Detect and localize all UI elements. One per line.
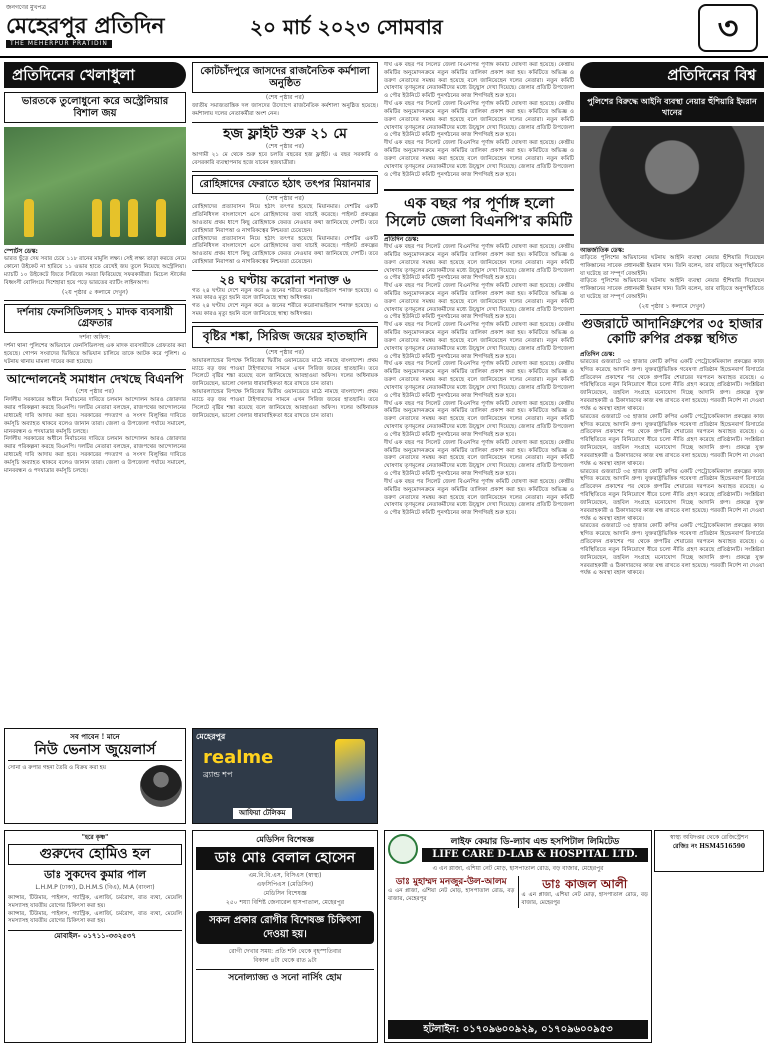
player-figure <box>92 199 102 237</box>
story-body: নির্দলীয় সরকারের অধীনে নির্বাচনের দাবিতে চলমান আন্দোলন আরও জোরদার করার পরিকল্পনা করছে বিএনপি। দলটির নেতারা বলছেন, রাজপথের আন্দোলনের মাধ্যমেই দাবি আদায় করা হবে। সরকারের পদত্যাগ ও সংসদ বিলুপ্তির দাবিতে কর্মসূচি অব্যাহত থাকবে বলেও জানান তারা। জেলা ও উপজেলা পর্যায়ে সমাবেশ, মানববন্ধন ও পদযাত্রার কর্মসূচি চলছে। <box>4 397 186 435</box>
ad-medicine-footer: সনোল্যাজ্য ও সনো নার্সিং হোম <box>196 969 374 984</box>
story-body: দীর্ঘ এক বছর পর সিলেট জেলা বিএনপির পূর্ণাঙ্গ কমিটি ঘোষণা করা হয়েছে। কেন্দ্রীয় কমিটির অনুমোদনক্রমে নতুন কমিটির তালিকা প্রকাশ করা হয়। কমিটিতে অভিজ্ঞ ও তরুণ নেতাদের সমন্বয় করা হয়েছে বলে জানিয়েছেন দলের নেতারা। নতুন কমিটি ঘোষণায় তৃণমূলের নেতাকর্মীদের মধ্যে উচ্ছ্বাস দেখা দিয়েছে। জেলার প্রতিটি উপজেলা ও পৌর ইউনিটে কমিটি পুনর্গঠনের কাজ শিগগিরই শুরু হবে। <box>384 140 574 178</box>
ad-homeo-degree: L.H.M.P (ঢাকা), D.H.M.S (বিএ), M.A (বাংলা) <box>35 883 155 891</box>
ad-homeo-body: ক্যান্সার, টিউমার, পাইলস, গ্যাস্ট্রিক, এলার্জি, চর্মরোগ, বাত ব্যথা, মেয়েলি সমস্যাসহ যাবতীয় রোগের চিকিৎসা করা হয়। <box>8 910 182 925</box>
story-byline: (শেষ পৃষ্ঠার পর) <box>265 348 305 356</box>
ad-jewellers-name: নিউ ভেনাস জুয়েলার্স <box>8 741 182 761</box>
story-byline: (শেষ পৃষ্ঠার পর) <box>265 94 305 101</box>
ad-lifecare-en: LIFE CARE D-LAB & HOSPITAL LTD. <box>422 848 648 862</box>
lifecare-logo-icon <box>388 834 418 864</box>
world-body: বাড়িতে পুলিশের অভিযানের ঘটনায় আইনি ব্যবস্থা নেয়ার হুঁশিয়ারি দিয়েছেন পাকিস্তানের সাবেক প্রধানমন্ত্রী ইমরান খান। তিনি বলেন, তার বাড়িতে অনুপস্থিতিতে যা ঘটেছে তা সম্পূর্ণ বেআইনি। <box>580 278 764 301</box>
ad-lifecare-body: এ এন প্লাজা, এশিয়া নেট মোড়, হাসপাতাল রোড, বড় বাজার, মেহেরপুর <box>521 892 648 907</box>
story-body: রোহিঙ্গাদের প্রত্যাবাসন নিয়ে হঠাৎ তৎপর হয়েছে মিয়ানমার। দেশটির একটি প্রতিনিধিদল বাংলাদেশে এসে রোহিঙ্গাদের তথ্য যাচাই করেছে। পাইলট প্রকল্পের আওতায় প্রথম ধাপে কিছু রোহিঙ্গাকে ফেরত নেওয়ার কথা জানিয়েছে দেশটি। তবে রোহিঙ্গারা নিরাপত্তা ও নাগরিকত্বের নিশ্চয়তা চেয়েছেন। <box>192 235 378 265</box>
ad-realme-sub: ব্র্যান্ড শপ <box>203 770 233 780</box>
world-section-head: প্রতিদিনের বিশ্ব <box>580 62 764 88</box>
ad-realme-brand: realme <box>203 746 274 768</box>
story-body: দীর্ঘ এক বছর পর সিলেট জেলা বিএনপির পূর্ণাঙ্গ কমিটি ঘোষণা করা হয়েছে। কেন্দ্রীয় কমিটির অনুমোদনক্রমে নতুন কমিটির তালিকা প্রকাশ করা হয়। কমিটিতে অভিজ্ঞ ও তরুণ নেতাদের সমন্বয় করা হয়েছে বলে জানিয়েছেন দলের নেতারা। নতুন কমিটি ঘোষণায় তৃণমূলের নেতাকর্মীদের মধ্যে উচ্ছ্বাস দেখা দিয়েছে। জেলার প্রতিটি উপজেলা ও পৌর ইউনিটে কমিটি পুনর্গঠনের কাজ শিগগিরই শুরু হবে। <box>384 439 574 478</box>
story-headline: কোটচাঁদপুরে জাসদের রাজনৈতিক কর্মশালা অনুষ্ঠিত <box>192 62 378 93</box>
story-body: ভারতের গুজরাটে ৩৫ হাজার কোটি রুপির একটি পেট্রোকেমিক্যাল প্রকল্পের কাজ স্থগিত করেছে আদানি গ্রুপ। যুক্তরাষ্ট্রভিত্তিক গবেষণা প্রতিষ্ঠান হিন্ডেনবার্গ রিসার্চের প্রতিবেদন প্রকাশের পর থেকে গ্রুপটির শেয়ারের দরপতন অব্যাহত রয়েছে। এ পরিস্থিতিতে নতুন বিনিয়োগে ধীরে চলো নীতি গ্রহণ করেছে প্রতিষ্ঠানটি। সংশ্লিষ্টরা জানিয়েছেন, তহবিল সংগ্রহে মনোযোগ দিচ্ছে আদানি গ্রুপ। প্রকল্পে যুক্ত সরবরাহকারী ও ঠিকাদারদের কাজ বন্ধ রাখতে বলা হয়েছে। পরবর্তী নির্দেশ না দেওয়া পর্যন্ত এ অবস্থা বহাল থাকবে। <box>580 358 764 412</box>
story-body: রোহিঙ্গাদের প্রত্যাবাসন নিয়ে হঠাৎ তৎপর হয়েছে মিয়ানমার। দেশটির একটি প্রতিনিধিদল বাংলাদেশে এসে রোহিঙ্গাদের তথ্য যাচাই করেছে। পাইলট প্রকল্পের আওতায় প্রথম ধাপে কিছু রোহিঙ্গাকে ফেরত নেওয়ার কথা জানিয়েছে দেশটি। তবে রোহিঙ্গারা নিরাপত্তা ও নাগরিকত্বের নিশ্চয়তা চেয়েছেন। <box>192 204 378 234</box>
ad-homeo-body: ক্যান্সার, টিউমার, পাইলস, গ্যাস্ট্রিক, এলার্জি, চর্মরোগ, বাত ব্যথা, মেয়েলি সমস্যাসহ যাবতীয় রোগের চিকিৎসা করা হয়। <box>8 894 182 909</box>
ad-homeo <box>4 830 186 1043</box>
player-figure <box>110 199 120 237</box>
ad-jewellers-top: সব পাবেন ! মানে <box>70 732 120 741</box>
ad-lifecare-body: এ এন প্লাজা, এশিয়া নেট মোড়, হাসপাতাল রোড, বড় বাজার, মেহেরপুর <box>388 888 515 903</box>
ad-homeo-quote: "হরে কৃষ্ণ" <box>81 834 109 841</box>
ad-jewellers-line: সোনা ও রুপার গহনা তৈরি ও বিক্রয় করা হয় <box>8 765 107 772</box>
world-continued: (২য় পৃষ্ঠার ১ কলামে দেখুন) <box>639 302 705 310</box>
sports-continued: (২য় পৃষ্ঠার ৫ কলামে দেখুন) <box>62 288 128 296</box>
sports-byline: স্পোর্টস ডেস্ক: <box>4 248 38 256</box>
ad-medicine-hospital: ২৫০ শয্যা বিশিষ্ট জেনারেল হাসপাতাল, মেহেরপুর <box>225 898 345 906</box>
left-column <box>4 62 186 622</box>
story-headline: রোহিঙ্গাদের ফেরাতে হঠাৎ তৎপর মিয়ানমার <box>192 175 378 195</box>
ad-medicine-spec: মেডিসিন বিশেষজ্ঞ <box>263 889 307 897</box>
player-figure <box>128 199 138 237</box>
story-body: গত ২৪ ঘণ্টায় দেশে নতুন করে ৬ জনের শরীরে করোনাভাইরাস শনাক্ত হয়েছে। এ সময় কারও মৃত্যু হয়নি বলে জানিয়েছে স্বাস্থ্য অধিদপ্তর। <box>192 303 378 318</box>
ad-license <box>654 830 764 872</box>
story-body: জাতীয় সমাজতান্ত্রিক দল জাসদের উদ্যোগে রাজনৈতিক কর্মশালা অনুষ্ঠিত হয়েছে। কর্মশালায় দলের নেতাকর্মীরা অংশ নেন। <box>192 103 378 117</box>
story-body: নির্দলীয় সরকারের অধীনে নির্বাচনের দাবিতে চলমান আন্দোলন আরও জোরদার করার পরিকল্পনা করছে বিএনপি। দলটির নেতারা বলছেন, রাজপথের আন্দোলনের মাধ্যমেই দাবি আদায় করা হবে। সরকারের পদত্যাগ ও সংসদ বিলুপ্তির দাবিতে কর্মসূচি অব্যাহত থাকবে বলেও জানান তারা। জেলা ও উপজেলা পর্যায়ে সমাবেশ, মানববন্ধন ও পদযাত্রার কর্মসূচি চলছে। <box>4 436 186 474</box>
story-byline: (শেষ পৃষ্ঠার পর) <box>75 388 115 396</box>
ad-lifecare-address: এ এন প্লাজা, এশিয়া নেট মোড়, হাসপাতাল রোড, বড় বাজার, মেহেরপুর <box>432 865 604 872</box>
ad-jewellers-photo <box>140 765 182 807</box>
ad-medicine-top: মেডিসিন বিশেষজ্ঞ <box>256 834 314 844</box>
story-byline: প্রতিদিন ডেস্ক: <box>384 235 419 243</box>
story-body: ভারতের গুজরাটে ৩৫ হাজার কোটি রুপির একটি পেট্রোকেমিক্যাল প্রকল্পের কাজ স্থগিত করেছে আদানি গ্রুপ। যুক্তরাষ্ট্রভিত্তিক গবেষণা প্রতিষ্ঠান হিন্ডেনবার্গ রিসার্চের প্রতিবেদন প্রকাশের পর থেকে গ্রুপটির শেয়ারের দরপতন অব্যাহত রয়েছে। এ পরিস্থিতিতে নতুন বিনিয়োগে ধীরে চলো নীতি গ্রহণ করেছে প্রতিষ্ঠানটি। সংশ্লিষ্টরা জানিয়েছেন, তহবিল সংগ্রহে মনোযোগ দিচ্ছে আদানি গ্রুপ। প্রকল্পে যুক্ত সরবরাহকারী ও ঠিকাদারদের কাজ বন্ধ রাখতে বলা হয়েছে। পরবর্তী নির্দেশ না দেওয়া পর্যন্ত এ অবস্থা বহাল থাকবে। <box>580 413 764 467</box>
masthead-english: THE MEHERPUR PRATIDIN <box>6 40 112 48</box>
story-headline: এক বছর পর পূর্ণাঙ্গ হলো সিলেট জেলা বিএনপি'র কমিটি <box>384 189 574 236</box>
issue-date: ২০ মার্চ ২০২৩ সোমবার <box>250 15 443 39</box>
masthead-tagline: জনগণের মুখপত্র <box>6 4 46 11</box>
ad-medicine-degree: এম.বি.বি.এস, বিসিএস (স্বাস্থ্য) <box>248 871 322 879</box>
page-number: ৩ <box>698 4 758 52</box>
imran-khan-photo <box>580 126 764 244</box>
ad-license-text: স্বাস্থ্য অধিদপ্তর থেকে রেজিস্ট্রেশন <box>669 834 749 841</box>
ad-realme <box>192 728 378 824</box>
story-byline: (শেষ পৃষ্ঠার পর) <box>265 142 305 150</box>
world-byline: আন্তর্জাতিক ডেস্ক: <box>580 246 625 254</box>
story-headline: দর্শনায় ফেনসিডিলসহ ১ মাদক ব্যবসায়ী গ্রেফতার <box>4 304 186 333</box>
ad-lifecare <box>384 830 652 1043</box>
story-headline: গুজরাটে আদানিগ্রুপের ৩৫ হাজার কোটি রুপির প্রকল্প স্থগিত <box>581 317 763 347</box>
sports-section-head: প্রতিদিনের খেলাধুলা <box>4 62 186 88</box>
ad-lifecare-hotline: হটলাইন: ০১৭০৯৬০০৯২৯, ০১৭০৯৬০০৯৫৩ <box>388 1020 648 1040</box>
ad-medicine-banner: সকল প্রকার রোগীর বিশেষজ্ঞ চিকিৎসা দেওয়া হয়। <box>196 911 374 944</box>
ad-medicine-time: রোগী দেখার সময়: প্রতি শনি থেকে বৃহস্পতিবার <box>228 948 342 956</box>
cricket-photo <box>4 127 186 245</box>
mid-column <box>384 62 574 822</box>
story-headline: ২৪ ঘণ্টায় করোনা শনাক্ত ৬ <box>219 272 351 287</box>
story-headline: আন্দোলনেই সমাধান দেখছে বিএনপি <box>6 372 184 387</box>
story-byline: প্রতিদিন ডেস্ক: <box>580 350 615 358</box>
story-body: আগামী ২১ মে থেকে শুরু হবে চলতি বছরের হজ ফ্লাইট। এ বছর সরকারি ও বেসরকারি ব্যবস্থাপনায় হজে যাবেন হজযাত্রীরা। <box>192 151 378 166</box>
story-body: আয়ারল্যান্ডের বিপক্ষে সিরিজের দ্বিতীয় ওয়ানডেতে মাঠে নামছে বাংলাদেশ। প্রথম ম্যাচে বড় জয় পাওয়া টাইগারদের সামনে এখন সিরিজ জয়ের হাতছানি। তবে সিলেটে বৃষ্টির শঙ্কা রয়েছে বলে জানিয়েছে আবহাওয়া অফিস। দলের অধিনায়ক জানিয়েছেন, ভালো খেলার ধারাবাহিকতা ধরে রাখতে চান তারা। <box>192 389 378 419</box>
player-figure <box>24 199 34 237</box>
ad-medicine-degree2: এফসিপিএস (মেডিসিন) <box>256 880 314 888</box>
ad-medicine <box>192 830 378 1043</box>
story-byline: (শেষ পৃষ্ঠার পর) <box>265 195 305 203</box>
sports-headline: ভারতকে তুলোধুনো করে অস্ট্রেলিয়ার বিশাল জয় <box>4 92 186 123</box>
story-body: আয়ারল্যান্ডের বিপক্ষে সিরিজের দ্বিতীয় ওয়ানডেতে মাঠে নামছে বাংলাদেশ। প্রথম ম্যাচে বড় জয় পাওয়া টাইগারদের সামনে এখন সিরিজ জয়ের হাতছানি। তবে সিলেটে বৃষ্টির শঙ্কা রয়েছে বলে জানিয়েছে আবহাওয়া অফিস। দলের অধিনায়ক জানিয়েছেন, ভালো খেলার ধারাবাহিকতা ধরে রাখতে চান তারা। <box>192 357 378 388</box>
story-body: দীর্ঘ এক বছর পর সিলেট জেলা বিএনপির পূর্ণাঙ্গ কমিটি ঘোষণা করা হয়েছে। কেন্দ্রীয় কমিটির অনুমোদনক্রমে নতুন কমিটির তালিকা প্রকাশ করা হয়। কমিটিতে অভিজ্ঞ ও তরুণ নেতাদের সমন্বয় করা হয়েছে বলে জানিয়েছেন দলের নেতারা। নতুন কমিটি ঘোষণায় তৃণমূলের নেতাকর্মীদের মধ্যে উচ্ছ্বাস দেখা দিয়েছে। জেলার প্রতিটি উপজেলা ও পৌর ইউনিটে কমিটি পুনর্গঠনের কাজ শিগগিরই শুরু হবে। <box>384 361 574 399</box>
story-body: দীর্ঘ এক বছর পর সিলেট জেলা বিএনপির পূর্ণাঙ্গ কমিটি ঘোষণা করা হয়েছে। কেন্দ্রীয় কমিটির অনুমোদনক্রমে নতুন কমিটির তালিকা প্রকাশ করা হয়। কমিটিতে অভিজ্ঞ ও তরুণ নেতাদের সমন্বয় করা হয়েছে বলে জানিয়েছেন দলের নেতারা। নতুন কমিটি ঘোষণায় তৃণমূলের নেতাকর্মীদের মধ্যে উচ্ছ্বাস দেখা দিয়েছে। জেলার প্রতিটি উপজেলা ও পৌর ইউনিটে কমিটি পুনর্গঠনের কাজ শিগগিরই শুরু হবে। <box>384 322 574 360</box>
story-body: ভারতের গুজরাটে ৩৫ হাজার কোটি রুপির একটি পেট্রোকেমিক্যাল প্রকল্পের কাজ স্থগিত করেছে আদানি গ্রুপ। যুক্তরাষ্ট্রভিত্তিক গবেষণা প্রতিষ্ঠান হিন্ডেনবার্গ রিসার্চের প্রতিবেদন প্রকাশের পর থেকে গ্রুপটির শেয়ারের দরপতন অব্যাহত রয়েছে। এ পরিস্থিতিতে নতুন বিনিয়োগে ধীরে চলো নীতি গ্রহণ করেছে প্রতিষ্ঠানটি। সংশ্লিষ্টরা জানিয়েছেন, তহবিল সংগ্রহে মনোযোগ দিচ্ছে আদানি গ্রুপ। প্রকল্পে যুক্ত সরবরাহকারী ও ঠিকাদারদের কাজ বন্ধ রাখতে বলা হয়েছে। পরবর্তী নির্দেশ না দেওয়া পর্যন্ত এ অবস্থা বহাল থাকবে। <box>580 468 764 522</box>
ad-jewellers <box>4 728 186 824</box>
masthead-logo <box>6 4 188 52</box>
story-body: দীর্ঘ এক বছর পর সিলেট জেলা বিএনপির পূর্ণাঙ্গ কমিটি ঘোষণা করা হয়েছে। কেন্দ্রীয় কমিটির অনুমোদনক্রমে নতুন কমিটির তালিকা প্রকাশ করা হয়। কমিটিতে অভিজ্ঞ ও তরুণ নেতাদের সমন্বয় করা হয়েছে বলে জানিয়েছেন দলের নেতারা। নতুন কমিটি ঘোষণায় তৃণমূলের নেতাকর্মীদের মধ্যে উচ্ছ্বাস দেখা দিয়েছে। জেলার প্রতিটি উপজেলা ও পৌর ইউনিটে কমিটি পুনর্গঠনের কাজ শিগগিরই শুরু হবে। <box>384 244 574 282</box>
ad-homeo-name: গুরুদেব হোমিও হল <box>8 844 182 865</box>
ad-medicine-time2: বিকাল ৪টা থেকে রাত ৯টা <box>253 957 317 965</box>
story-body: দর্শনা থানা পুলিশের অভিযানে ফেনসিডিলসহ এক মাদক ব্যবসায়ীকে গ্রেফতার করা হয়েছে। গোপন সংবাদের ভিত্তিতে অভিযান চালিয়ে তাকে আটক করে পুলিশ। এ ঘটনায় থানায় মামলা দায়ের করা হয়েছে। <box>4 342 186 365</box>
ad-medicine-name: ডাঃ মোঃ বেলাল হোসেন <box>196 847 374 870</box>
ad-realme-district: মেহেরপুর <box>196 732 226 741</box>
phone-image <box>335 739 365 801</box>
player-figure <box>156 199 166 237</box>
ad-realme-shop: আফিয়া টেলিকম <box>233 808 292 819</box>
sports-body: ভারত ছুঁড়ে দেয় সবার চেয়ে ১১৮ রানের মামুলি লক্ষ্য। সেই লক্ষ্য তাড়া করতে নেমে কোনো উইকেট না হারিয়ে ১১ ওভার হাতে রেখেই জয় তুলে নিয়েছে অস্ট্রেলিয়া। ম্যাচটি ১০ উইকেটে জিতে সিরিজে সমতা ফিরিয়েছে সফরকারীরা। মিচেল স্টার্কের বিধ্বংসী বোলিংয়ে দিশেহারা হয়ে পড়ে ভারতের ব্যাটিং লাইনআপ। <box>4 256 186 286</box>
ad-homeo-phone: মোবাইল- ০১৭১১-৩৩২৫৩৭ <box>8 930 182 940</box>
ad-lifecare-bn: লাইফ কেয়ার ডি-ল্যাব এন্ড হসপিটাল লিমিটেড <box>450 837 620 848</box>
story-body: দীর্ঘ এক বছর পর সিলেট জেলা বিএনপির পূর্ণাঙ্গ কমিটি ঘোষণা করা হয়েছে। কেন্দ্রীয় কমিটির অনুমোদনক্রমে নতুন কমিটির তালিকা প্রকাশ করা হয়। কমিটিতে অভিজ্ঞ ও তরুণ নেতাদের সমন্বয় করা হয়েছে বলে জানিয়েছেন দলের নেতারা। নতুন কমিটি ঘোষণায় তৃণমূলের নেতাকর্মীদের মধ্যে উচ্ছ্বাস দেখা দিয়েছে। জেলার প্রতিটি উপজেলা ও পৌর ইউনিটে কমিটি পুনর্গঠনের কাজ শিগগিরই শুরু হবে। <box>384 400 574 438</box>
story-byline: দর্শনা অফিস: <box>79 333 111 341</box>
world-body: বাড়িতে পুলিশের অভিযানের ঘটনায় আইনি ব্যবস্থা নেয়ার হুঁশিয়ারি দিয়েছেন পাকিস্তানের সাবেক প্রধানমন্ত্রী ইমরান খান। তিনি বলেন, তার বাড়িতে অনুপস্থিতিতে যা ঘটেছে তা সম্পূর্ণ বেআইনি। <box>580 254 764 277</box>
story-body: গত ২৪ ঘণ্টায় দেশে নতুন করে ৬ জনের শরীরে করোনাভাইরাস শনাক্ত হয়েছে। এ সময় কারও মৃত্যু হয়নি বলে জানিয়েছে স্বাস্থ্য অধিদপ্তর। <box>192 287 378 302</box>
story-body: দীর্ঘ এক বছর পর সিলেট জেলা বিএনপির পূর্ণাঙ্গ কমিটি ঘোষণা করা হয়েছে। কেন্দ্রীয় কমিটির অনুমোদনক্রমে নতুন কমিটির তালিকা প্রকাশ করা হয়। কমিটিতে অভিজ্ঞ ও তরুণ নেতাদের সমন্বয় করা হয়েছে বলে জানিয়েছেন দলের নেতারা। নতুন কমিটি ঘোষণায় তৃণমূলের নেতাকর্মীদের মধ্যে উচ্ছ্বাস দেখা দিয়েছে। জেলার প্রতিটি উপজেলা ও পৌর ইউনিটে কমিটি পুনর্গঠনের কাজ শিগগিরই শুরু হবে। <box>384 478 574 517</box>
story-headline: বৃষ্টির শঙ্কা, সিরিজ জয়ের হাতছানি <box>192 326 378 348</box>
world-headline: পুলিশের বিরুদ্ধে আইনি ব্যবস্থা নেয়ার হুঁশিয়ারি ইমরান খানের <box>580 92 764 122</box>
ad-license-code: রেজিঃ নং HSM4516590 <box>672 843 746 851</box>
story-body: দীর্ঘ এক বছর পর সিলেট জেলা বিএনপির পূর্ণাঙ্গ কমিটি ঘোষণা করা হয়েছে। কেন্দ্রীয় কমিটির অনুমোদনক্রমে নতুন কমিটির তালিকা প্রকাশ করা হয়। কমিটিতে অভিজ্ঞ ও তরুণ নেতাদের সমন্বয় করা হয়েছে বলে জানিয়েছেন দলের নেতারা। নতুন কমিটি ঘোষণায় তৃণমূলের নেতাকর্মীদের মধ্যে উচ্ছ্বাস দেখা দিয়েছে। জেলার প্রতিটি উপজেলা ও পৌর ইউনিটে কমিটি পুনর্গঠনের কাজ শিগগিরই শুরু হবে। <box>384 62 574 100</box>
story-body: ভারতের গুজরাটে ৩৫ হাজার কোটি রুপির একটি পেট্রোকেমিক্যাল প্রকল্পের কাজ স্থগিত করেছে আদানি গ্রুপ। যুক্তরাষ্ট্রভিত্তিক গবেষণা প্রতিষ্ঠান হিন্ডেনবার্গ রিসার্চের প্রতিবেদন প্রকাশের পর থেকে গ্রুপটির শেয়ারের দরপতন অব্যাহত রয়েছে। এ পরিস্থিতিতে নতুন বিনিয়োগে ধীরে চলো নীতি গ্রহণ করেছে প্রতিষ্ঠানটি। সংশ্লিষ্টরা জানিয়েছেন, তহবিল সংগ্রহে মনোযোগ দিচ্ছে আদানি গ্রুপ। প্রকল্পে যুক্ত সরবরাহকারী ও ঠিকাদারদের কাজ বন্ধ রাখতে বলা হয়েছে। পরবর্তী নির্দেশ না দেওয়া পর্যন্ত এ অবস্থা বহাল থাকবে। <box>580 523 764 577</box>
masthead-name: মেহেরপুর প্রতিদিন <box>6 13 165 40</box>
right-column <box>580 62 764 822</box>
ad-homeo-doctor: ডাঃ সুকদেব কুমার পাল <box>44 867 146 881</box>
center-column <box>192 62 378 722</box>
story-body: দীর্ঘ এক বছর পর সিলেট জেলা বিএনপির পূর্ণাঙ্গ কমিটি ঘোষণা করা হয়েছে। কেন্দ্রীয় কমিটির অনুমোদনক্রমে নতুন কমিটির তালিকা প্রকাশ করা হয়। কমিটিতে অভিজ্ঞ ও তরুণ নেতাদের সমন্বয় করা হয়েছে বলে জানিয়েছেন দলের নেতারা। নতুন কমিটি ঘোষণায় তৃণমূলের নেতাকর্মীদের মধ্যে উচ্ছ্বাস দেখা দিয়েছে। জেলার প্রতিটি উপজেলা ও পৌর ইউনিটে কমিটি পুনর্গঠনের কাজ শিগগিরই শুরু হবে। <box>384 283 574 321</box>
masthead <box>0 0 768 58</box>
ad-lifecare-doc1: ডাঃ মুহাম্মদ মনজুর-উল-আলম <box>395 877 507 888</box>
ad-lifecare-doc2: ডাঃ কাজল আলী <box>542 877 628 892</box>
story-headline: হজ ফ্লাইট শুরু ২১ মে <box>223 125 347 142</box>
story-body: দীর্ঘ এক বছর পর সিলেট জেলা বিএনপির পূর্ণাঙ্গ কমিটি ঘোষণা করা হয়েছে। কেন্দ্রীয় কমিটির অনুমোদনক্রমে নতুন কমিটির তালিকা প্রকাশ করা হয়। কমিটিতে অভিজ্ঞ ও তরুণ নেতাদের সমন্বয় করা হয়েছে বলে জানিয়েছেন দলের নেতারা। নতুন কমিটি ঘোষণায় তৃণমূলের নেতাকর্মীদের মধ্যে উচ্ছ্বাস দেখা দিয়েছে। জেলার প্রতিটি উপজেলা ও পৌর ইউনিটে কমিটি পুনর্গঠনের কাজ শিগগিরই শুরু হবে। <box>384 101 574 139</box>
